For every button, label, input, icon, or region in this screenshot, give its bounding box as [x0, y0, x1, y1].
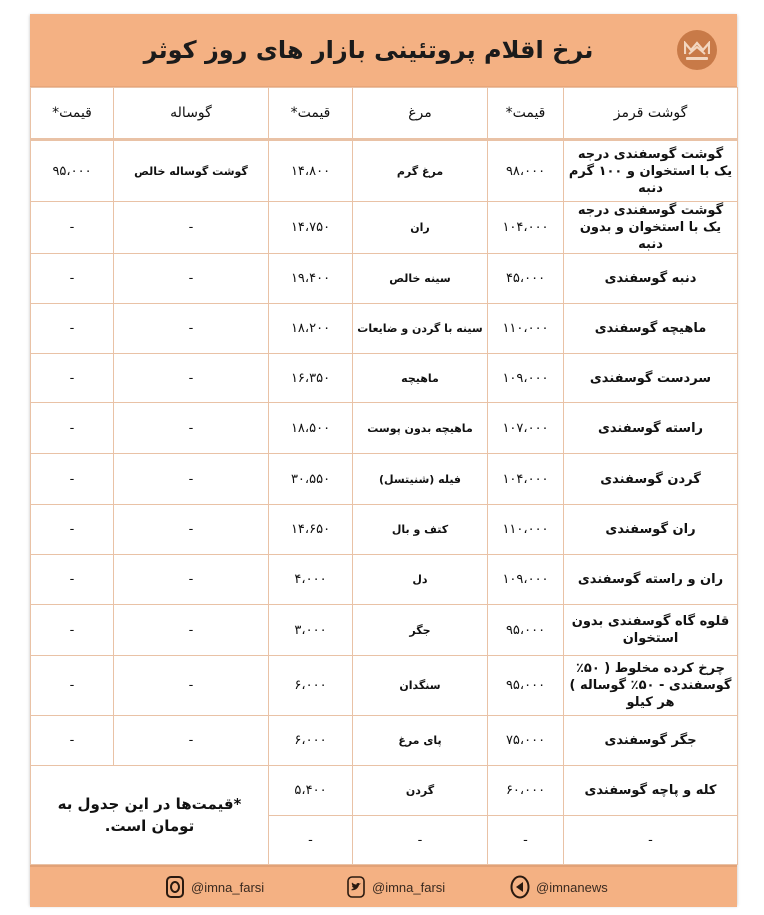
- veal-price: -: [31, 656, 114, 716]
- col-header-veal: گوساله: [114, 88, 269, 140]
- chicken-price: ۶،۰۰۰: [269, 656, 353, 716]
- currency-note: *قیمت‌ها در این جدول به تومان است.: [31, 766, 269, 865]
- table-row: [31, 304, 738, 354]
- red-meat-item: ران گوسفندی: [564, 505, 738, 555]
- veal-item: -: [114, 202, 269, 254]
- veal-price: -: [31, 555, 114, 605]
- chicken-item: جگر: [353, 605, 488, 656]
- veal-item: -: [114, 656, 269, 716]
- red-meat-item: چرخ کرده مخلوط ( ۵۰٪ گوسفندی - ۵۰٪ گوساله ) هر کیلو: [564, 656, 738, 716]
- social-footer: [30, 865, 737, 907]
- veal-price: -: [31, 202, 114, 254]
- table-row: [31, 202, 738, 254]
- col-header-veal-price: قیمت*: [31, 88, 114, 140]
- red-meat-price: ۹۵،۰۰۰: [488, 605, 564, 656]
- red-meat-item: گردن گوسفندی: [564, 454, 738, 505]
- imna-logo-icon: [677, 30, 717, 70]
- veal-price: -: [31, 605, 114, 656]
- red-meat-item: ماهیچه گوسفندی: [564, 304, 738, 354]
- social-twitter[interactable]: [346, 875, 445, 899]
- red-meat-item: دنبه گوسفندی: [564, 254, 738, 304]
- chicken-item: کتف و بال: [353, 505, 488, 555]
- veal-price: -: [31, 304, 114, 354]
- instagram-icon: [165, 875, 185, 899]
- red-meat-price: -: [488, 816, 564, 865]
- chicken-price: ۱۶،۳۵۰: [269, 354, 353, 403]
- red-meat-price: ۷۵،۰۰۰: [488, 716, 564, 766]
- red-meat-item: -: [564, 816, 738, 865]
- chicken-price: ۳۰،۵۵۰: [269, 454, 353, 505]
- veal-item: -: [114, 354, 269, 403]
- veal-price: -: [31, 254, 114, 304]
- red-meat-price: ۱۰۹،۰۰۰: [488, 555, 564, 605]
- col-header-red-meat-price: قیمت*: [488, 88, 564, 140]
- table-row: [31, 140, 738, 202]
- veal-item: -: [114, 254, 269, 304]
- chicken-price: ۶،۰۰۰: [269, 716, 353, 766]
- chicken-item: فیله (شنیتسل): [353, 454, 488, 505]
- veal-price: ۹۵،۰۰۰: [31, 140, 114, 202]
- veal-item: -: [114, 454, 269, 505]
- red-meat-price: ۶۰،۰۰۰: [488, 766, 564, 816]
- red-meat-price: ۹۵،۰۰۰: [488, 656, 564, 716]
- social-instagram[interactable]: [165, 875, 264, 899]
- chicken-item: ماهیچه: [353, 354, 488, 403]
- chicken-item: ماهیچه بدون پوست: [353, 403, 488, 454]
- red-meat-price: ۱۰۹،۰۰۰: [488, 354, 564, 403]
- red-meat-item: راسته گوسفندی: [564, 403, 738, 454]
- chicken-price: ۳،۰۰۰: [269, 605, 353, 656]
- veal-item: -: [114, 605, 269, 656]
- chicken-price: ۱۸،۵۰۰: [269, 403, 353, 454]
- table-row: [31, 254, 738, 304]
- table-row: [31, 555, 738, 605]
- red-meat-price: ۴۵،۰۰۰: [488, 254, 564, 304]
- logo-wordmark: [686, 57, 708, 60]
- chicken-price: ۴،۰۰۰: [269, 555, 353, 605]
- table-row: [31, 766, 738, 816]
- chicken-item: سینه خالص: [353, 254, 488, 304]
- chicken-price: ۱۸،۲۰۰: [269, 304, 353, 354]
- veal-price: -: [31, 716, 114, 766]
- red-meat-item: کله و پاچه گوسفندی: [564, 766, 738, 816]
- chicken-price: ۵،۴۰۰: [269, 766, 353, 816]
- table-row: [31, 354, 738, 403]
- chicken-item: سنگدان: [353, 656, 488, 716]
- red-meat-price: ۱۰۴،۰۰۰: [488, 202, 564, 254]
- chicken-price: ۱۴،۸۰۰: [269, 140, 353, 202]
- chicken-price: ۱۴،۶۵۰: [269, 505, 353, 555]
- red-meat-price: ۱۰۷،۰۰۰: [488, 403, 564, 454]
- chicken-item: سینه با گردن و ضایعات: [353, 304, 488, 354]
- telegram-handle: @imnanews: [536, 879, 608, 895]
- table-row: [31, 656, 738, 716]
- table-row: [31, 454, 738, 505]
- table-row: [31, 716, 738, 766]
- red-meat-price: ۱۱۰،۰۰۰: [488, 304, 564, 354]
- veal-item: -: [114, 505, 269, 555]
- col-header-red-meat: گوشت قرمز: [564, 88, 738, 140]
- red-meat-item: قلوه گاه گوسفندی بدون استخوان: [564, 605, 738, 656]
- red-meat-item: ران و راسته گوسفندی: [564, 555, 738, 605]
- red-meat-item: گوشت گوسفندی درجه یک با استخوان و ۱۰۰ گرم دنبه: [564, 140, 738, 202]
- table-row: [31, 403, 738, 454]
- table-row: [31, 605, 738, 656]
- red-meat-price: ۹۸،۰۰۰: [488, 140, 564, 202]
- chicken-item: ران: [353, 202, 488, 254]
- crown-mark-icon: [684, 41, 710, 55]
- col-header-chicken: مرغ: [353, 88, 488, 140]
- veal-item: -: [114, 716, 269, 766]
- veal-price: -: [31, 505, 114, 555]
- veal-item: -: [114, 403, 269, 454]
- social-telegram[interactable]: [510, 875, 608, 899]
- chicken-price: ۱۹،۴۰۰: [269, 254, 353, 304]
- red-meat-price: ۱۱۰،۰۰۰: [488, 505, 564, 555]
- veal-price: -: [31, 454, 114, 505]
- twitter-icon: [346, 875, 366, 899]
- instagram-handle: @imna_farsi: [191, 879, 265, 895]
- col-header-chicken-price: قیمت*: [269, 88, 353, 140]
- veal-item: گوشت گوساله خالص: [114, 140, 269, 202]
- chicken-item: دل: [353, 555, 488, 605]
- chicken-item: گردن: [353, 766, 488, 816]
- veal-price: -: [31, 403, 114, 454]
- veal-item: -: [114, 555, 269, 605]
- table-row: [31, 505, 738, 555]
- red-meat-item: سردست گوسفندی: [564, 354, 738, 403]
- chicken-item: پای مرغ: [353, 716, 488, 766]
- chicken-price: -: [269, 816, 353, 865]
- red-meat-item: جگر گوسفندی: [564, 716, 738, 766]
- chicken-price: ۱۴،۷۵۰: [269, 202, 353, 254]
- price-sheet: [30, 14, 737, 905]
- table-header-row: [31, 88, 738, 140]
- chicken-item: -: [353, 816, 488, 865]
- chicken-item: مرغ گرم: [353, 140, 488, 202]
- veal-item: -: [114, 304, 269, 354]
- page-title: نرخ اقلام پروتئینی بازار های روز کوثر: [143, 36, 594, 64]
- veal-price: -: [31, 354, 114, 403]
- price-table: [30, 87, 738, 865]
- red-meat-item: گوشت گوسفندی درجه یک با استخوان و بدون دنبه: [564, 202, 738, 254]
- telegram-icon: [510, 875, 530, 899]
- red-meat-price: ۱۰۴،۰۰۰: [488, 454, 564, 505]
- header-banner: [30, 14, 737, 88]
- twitter-handle: @imna_farsi: [372, 879, 446, 895]
